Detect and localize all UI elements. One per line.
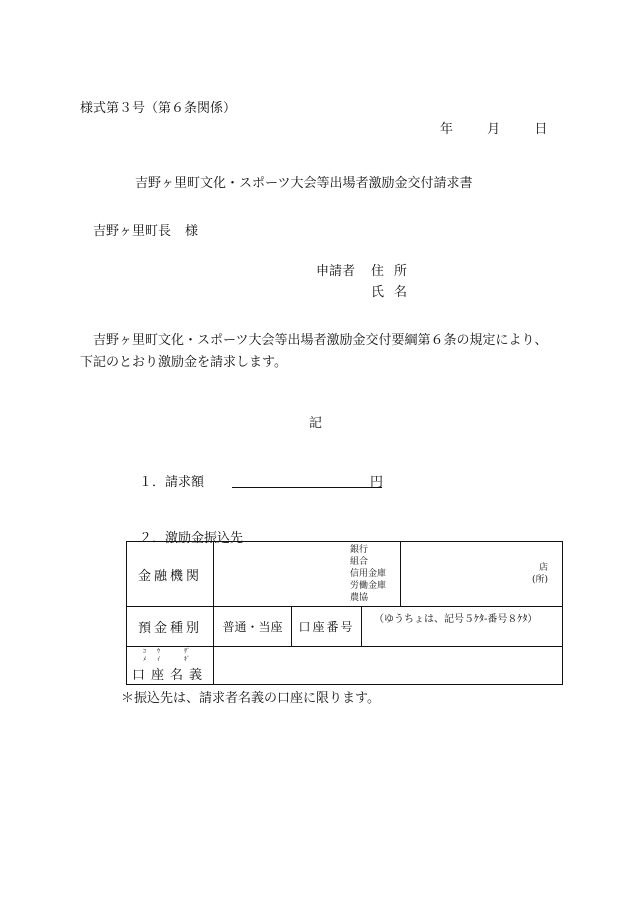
branch-type-office: (所) — [531, 575, 548, 585]
date-line — [440, 118, 547, 137]
addressee — [93, 220, 198, 239]
body-text: 吉野ヶ里町文化・スポーツ大会等出場者激励金交付要綱第６条の規定により、下記のとおり激励金を請求します。 — [80, 333, 548, 370]
institution-label: 金融機関 — [127, 542, 214, 607]
applicant-role: 申請者 — [316, 264, 356, 279]
ki-heading: 記 — [309, 416, 323, 431]
branch-type-store: 店 — [538, 563, 548, 573]
request-amount-label: １．請求額 — [139, 475, 205, 490]
yucho-note: （ゆうちょは、記号５ｹﾀ-番号８ｹﾀ） — [374, 614, 538, 625]
date-year-label: 年 — [440, 122, 454, 137]
account-holder-label-cell — [127, 647, 214, 685]
institution-type-shinkin: 信用金庫 — [350, 569, 387, 579]
account-holder-field[interactable] — [214, 647, 563, 685]
deposit-type-value[interactable]: 普通・当座 — [214, 607, 292, 647]
request-amount-field[interactable] — [232, 471, 382, 488]
addressee-name: 吉野ヶ里町長 — [93, 224, 172, 239]
account-holder-ruby: ｺｳ ｻﾞ ﾒｲ ｷﾞ — [143, 648, 201, 663]
document-title: 吉野ヶ里町文化・スポーツ大会等出場者激励金交付請求書 — [135, 176, 473, 191]
deposit-type-label: 預金種別 — [127, 607, 214, 647]
institution-type-union: 組合 — [350, 557, 369, 567]
footnote: ＊振込先は、請求者名義の口座に限ります。 — [121, 691, 380, 706]
applicant-label — [316, 260, 365, 279]
institution-type-nokyo: 農協 — [350, 593, 369, 603]
institution-field[interactable] — [214, 542, 401, 607]
account-holder-label: 口座名義 — [131, 668, 208, 683]
date-day-label: 日 — [534, 122, 548, 137]
institution-type-bank: 銀行 — [350, 545, 369, 555]
institution-type-rokin: 労働金庫 — [350, 581, 387, 591]
account-number-label: 口座番号 — [292, 607, 362, 647]
amount-unit: 円 — [370, 475, 384, 490]
account-number-field[interactable] — [362, 607, 563, 647]
name-field-label: 氏名 — [371, 285, 418, 300]
branch-field[interactable] — [401, 542, 563, 607]
form-number: 様式第３号（第６条関係） — [80, 101, 237, 116]
transfer-destination-label: ２．激励金振込先 — [139, 531, 244, 546]
address-field-label: 住所 — [371, 264, 418, 279]
addressee-honorific: 様 — [185, 224, 199, 239]
date-month-label: 月 — [487, 122, 501, 137]
transfer-table — [126, 541, 563, 685]
